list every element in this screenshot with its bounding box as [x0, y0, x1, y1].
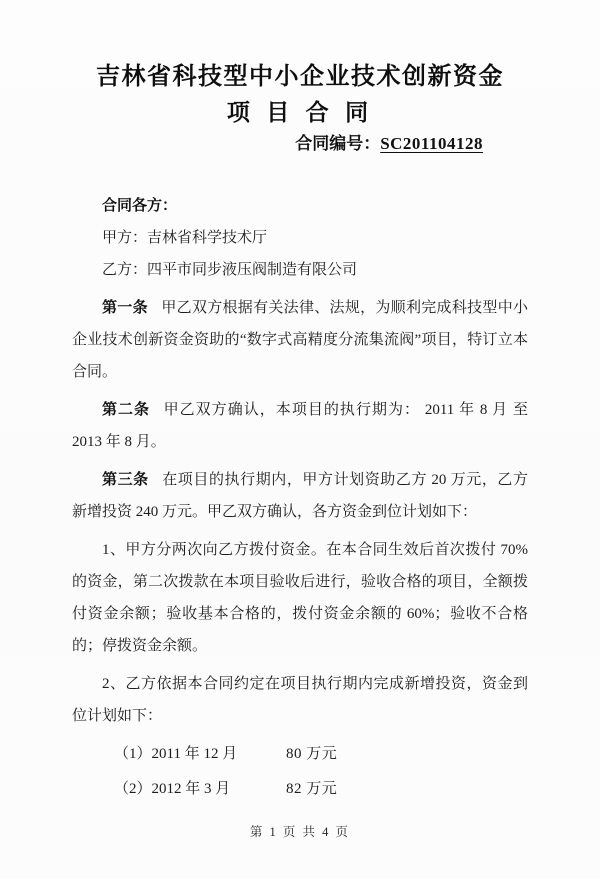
clause-3-text: 在项目的执行期内，甲方计划资助乙方 20 万元，乙方新增投资 240 万元。甲乙双方确认，各方资金到位计划如下： [72, 472, 528, 520]
clause-3 [72, 464, 528, 528]
contract-number-value: SC201104128 [380, 134, 483, 153]
clause-1 [72, 292, 528, 388]
clause-2-label: 第二条 [102, 401, 151, 418]
clause-3-label: 第三条 [102, 471, 149, 488]
page-number-footer: 第 1 页 共 4 页 [249, 825, 351, 839]
clause-2-text: 甲乙双方确认，本项目的执行期为： 2011 年 8 月 至 2013 年 8 月。 [72, 402, 528, 450]
schedule-row-2 [72, 773, 528, 805]
contract-body [72, 190, 528, 805]
party-b-line: 乙方：四平市同步液压阀制造有限公司 [102, 262, 358, 278]
schedule-row-1-date: （1）2011 年 12 月 [114, 746, 238, 762]
schedule-row-1 [72, 738, 528, 770]
party-a-line: 甲方：吉林省科学技术厅 [102, 230, 268, 246]
clause-2 [72, 394, 528, 458]
contract-number-line [295, 129, 483, 154]
clause-1-label: 第一条 [102, 299, 148, 316]
schedule-row-2-date: （2）2012 年 3 月 [114, 781, 231, 797]
sub-clause-1: 1、甲方分两次向乙方拨付资金。在本合同生效后首次拨付 70%的资金，第二次拨款在本项目验收后进行，验收合格的项目，全额拨付资金余额；验收基本合格的，拨付资金余额的 60%；验收不合格的；停拨资金余额。 [72, 542, 528, 654]
clause-1-text: 甲乙双方根据有关法律、法规，为顺利完成科技型中小企业技术创新资金资助的“数字式高精度分流集流阀”项目，特订立本合同。 [72, 300, 528, 380]
parties-heading: 合同各方： [102, 197, 178, 214]
schedule-row-1-amount: 80 万元 [286, 746, 338, 762]
document-title: 吉林省科技型中小企业技术创新资金 [96, 63, 504, 90]
document-subtitle: 项 目 合 同 [226, 99, 374, 125]
sub-clause-2: 2、乙方依据本合同约定在项目执行期内完成新增投资，资金到位计划如下： [72, 676, 528, 724]
schedule-row-2-amount: 82 万元 [286, 781, 338, 797]
contract-number-label: 合同编号： [295, 134, 381, 153]
